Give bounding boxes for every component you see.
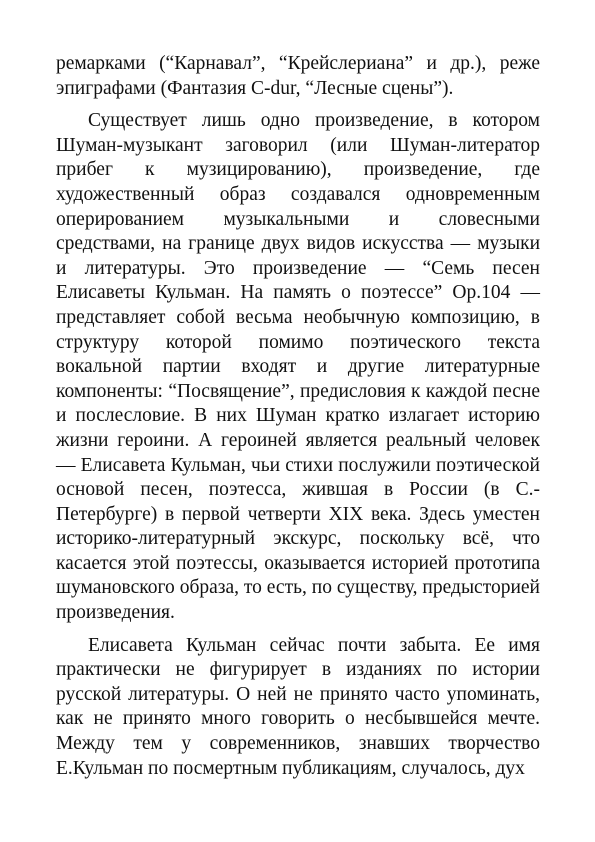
- document-page: [56, 52, 540, 781]
- paragraph-continuation: ремарками (“Карнавал”, “Крейслериана” и др.), реже эпиграфами (Фантазия C-dur, “Лесные сцены”).: [56, 53, 540, 99]
- paragraph-kulman: Елисавета Кульман сейчас почти забыта. Ее имя практически не фигурирует в изданиях по истории русской литературы. О ней не принято часто упоминать, как не принято много говорить о несбывшейся мечте. Между тем у современников, знавших творчество Е.Кульман по посмертным публикациям, случалось, дух: [56, 634, 540, 779]
- paragraph-schumann-work: Существует лишь одно произведение, в котором Шуман-музыкант заговорил (или Шуман-литератор прибег к музицированию), произведение, где художественный образ создавался одновременным оперированием музыкальными и словесными средствами, на границе двух видов искусства — музыки и литературы. Это произведение — “Семь песен Елисаветы Кульман. На память о поэтессе” Op.104 — представляет собой весьма необычную композицию, в структуру которой помимо поэтического текста вокальной партии входят и другие литературные компоненты: “Посвящение”, предисловия к каждой песне и послесловие. В них Шуман кратко излагает историю жизни героини. А героиней является реальный человек — Елисавета Кульман, чьи стихи послужили поэтической основой песен, поэтесса, жившая в России (в С.-Петербурге) в первой четверти XIX века. Здесь уместен историко-литературный экскурс, поскольку всё, что касается этой поэтессы, оказывается историей прототипа шумановского образа, то есть, по существу, предысторией произведения.: [56, 110, 540, 624]
